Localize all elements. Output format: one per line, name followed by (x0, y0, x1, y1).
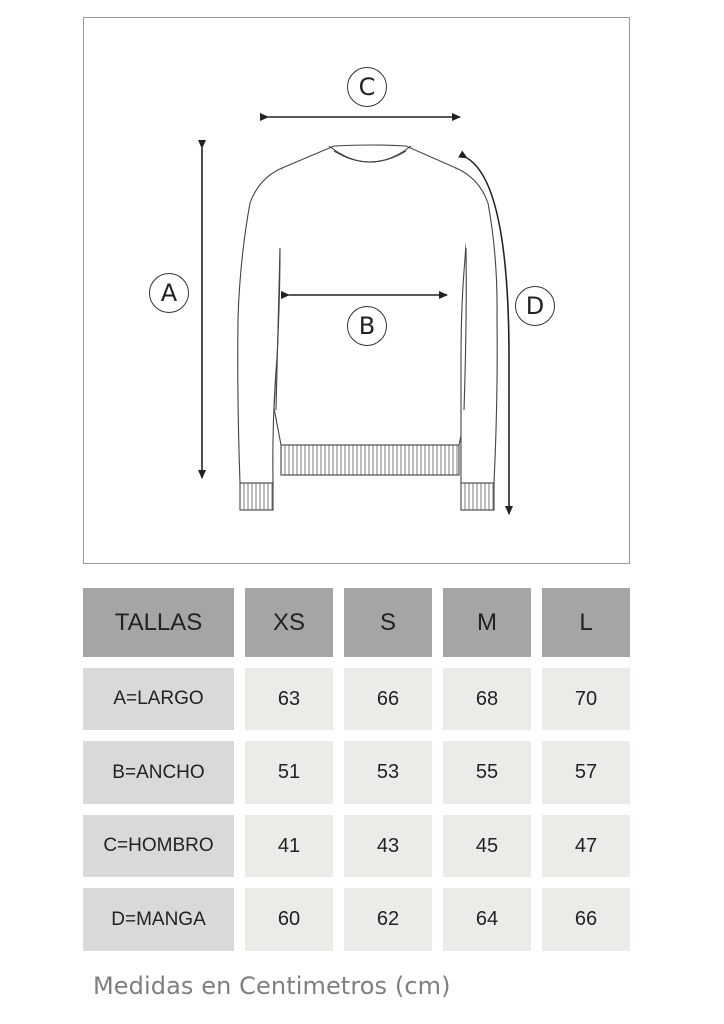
cell-value: 60 (245, 888, 333, 951)
row-label-manga: D=MANGA (83, 888, 234, 951)
header-m: M (443, 588, 531, 657)
cell-value: 62 (344, 888, 432, 951)
cell-value: 66 (344, 668, 432, 730)
header-tallas: TALLAS (83, 588, 234, 657)
cell-value: 53 (344, 741, 432, 804)
header-l: L (542, 588, 630, 657)
cell-value: 68 (443, 668, 531, 730)
cell-value: 57 (542, 741, 630, 804)
cell-value: 45 (443, 815, 531, 877)
cell-value: 47 (542, 815, 630, 877)
label-c: C (347, 67, 387, 107)
cell-value: 51 (245, 741, 333, 804)
label-d: D (515, 286, 555, 326)
header-s: S (344, 588, 432, 657)
cell-value: 64 (443, 888, 531, 951)
sweater-diagram (83, 17, 630, 564)
hem-ribbing (240, 445, 494, 510)
label-b: B (347, 306, 387, 346)
measurement-note: Medidas en Centimetros (cm) (93, 972, 451, 1000)
cell-value: 43 (344, 815, 432, 877)
label-a: A (149, 273, 189, 313)
cell-value: 63 (245, 668, 333, 730)
cell-value: 70 (542, 668, 630, 730)
header-xs: XS (245, 588, 333, 657)
row-label-largo: A=LARGO (83, 668, 234, 730)
row-label-hombro: C=HOMBRO (83, 815, 234, 877)
cell-value: 41 (245, 815, 333, 877)
cell-value: 55 (443, 741, 531, 804)
row-label-ancho: B=ANCHO (83, 741, 234, 804)
cell-value: 66 (542, 888, 630, 951)
